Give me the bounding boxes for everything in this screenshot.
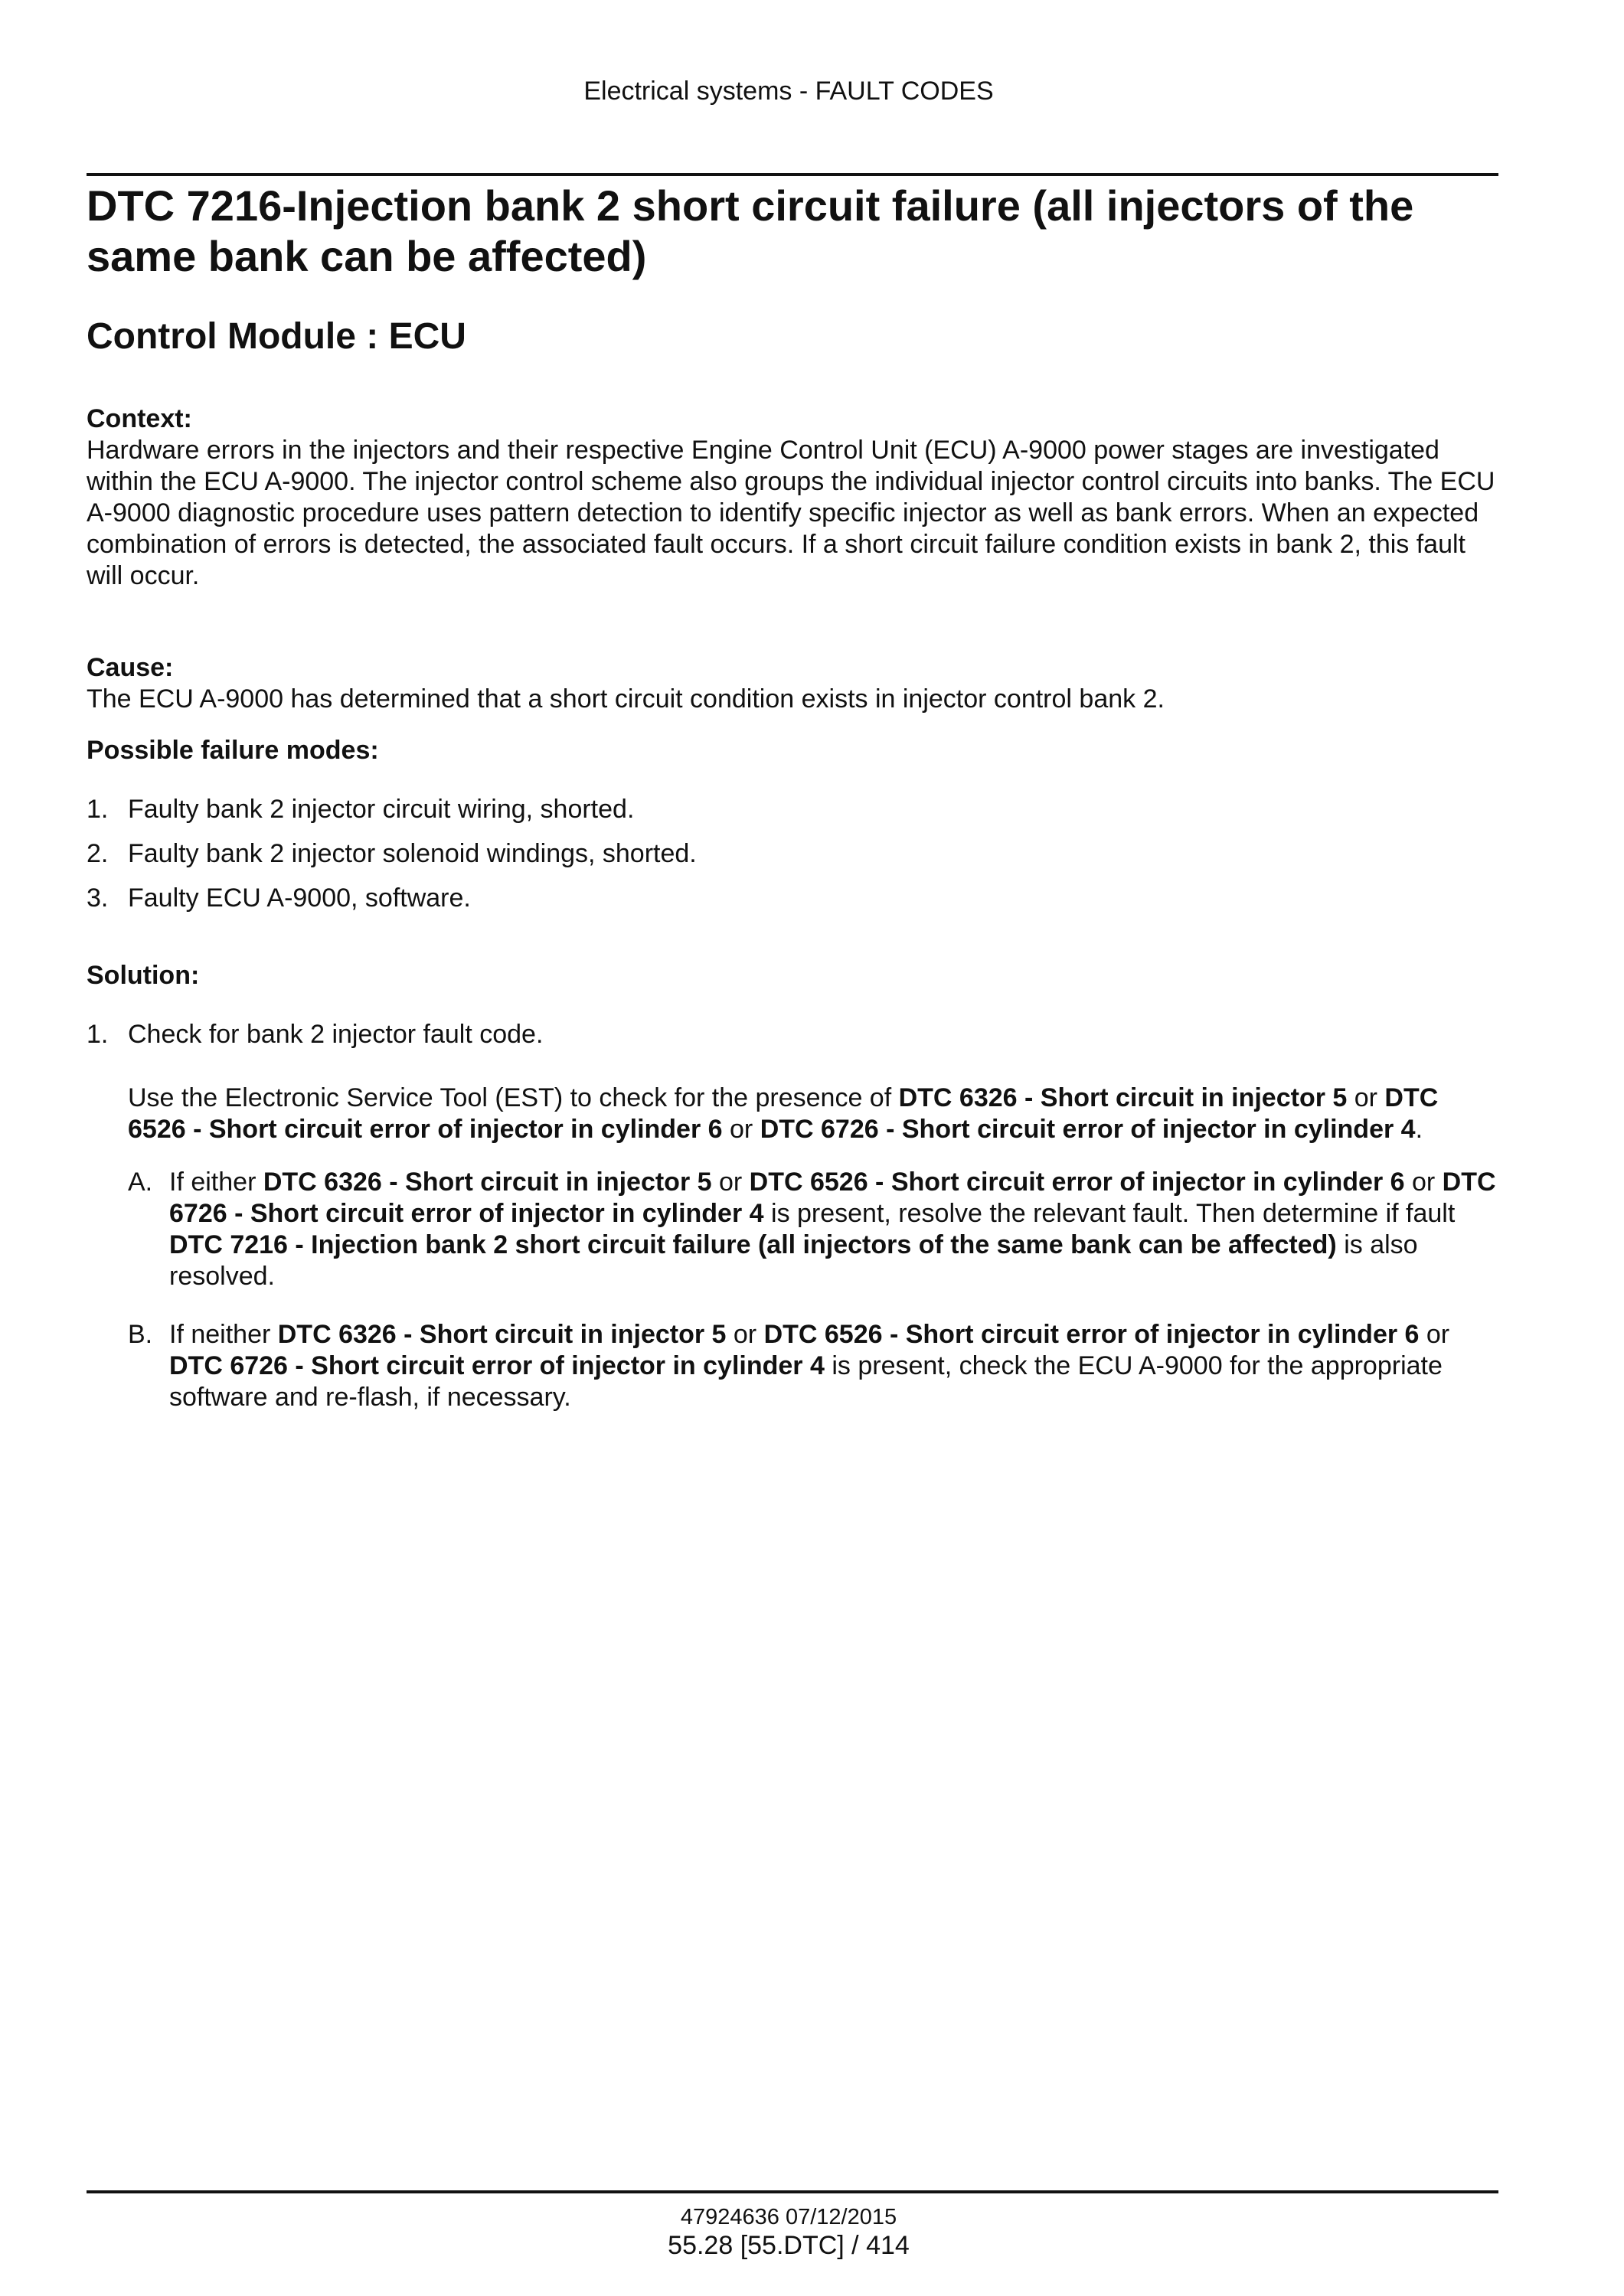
failure-modes-list [87,794,1498,914]
sub-step-marker: A. [128,1168,153,1197]
instruction-text: . [1415,1115,1423,1144]
list-item [87,794,1498,825]
sub-step-a [128,1167,1498,1292]
sub-step-b [128,1319,1498,1413]
dtc-reference: DTC 6526 - Short circuit error of injector in cylinder 6 [128,1083,1439,1144]
list-item [87,883,1498,914]
dtc-reference: DTC 6726 - Short circuit error of injector in cylinder 4 [169,1168,1496,1228]
list-item-text: Faulty bank 2 injector solenoid windings, shorted. [128,839,697,868]
context-text: Hardware errors in the injectors and their respective Engine Control Unit (ECU) A-9000 power stages are investigated within the ECU A-9000. The injector control scheme also groups the individual injector control circuits into banks. The ECU A-9000 diagnostic procedure uses pattern detection to identify specific injector as well as bank errors. When an expected combination of errors is detected, the associated fault occurs. If a short circuit failure condition exists in bank 2, this fault will occur. [87,436,1495,590]
instruction-text: or [711,1168,750,1197]
dtc-reference: DTC 6526 - Short circuit error of injector in cylinder 6 [763,1320,1420,1349]
dtc-reference: DTC 7216 - Injection bank 2 short circuit failure (all injectors of the same bank can be affected) [169,1230,1337,1259]
footer-divider [87,2190,1498,2193]
instruction-text: is also resolved. [169,1230,1418,1291]
step-instructions [87,1083,1498,1145]
instruction-text: or [726,1320,764,1349]
dtc-reference: DTC 6726 - Short circuit error of injector in cylinder 4 [760,1115,1416,1144]
list-item [87,838,1498,870]
list-item-text: Faulty bank 2 injector circuit wiring, shorted. [128,795,635,824]
sub-step-marker: B. [128,1320,153,1349]
list-item-text: Faulty ECU A-9000, software. [128,883,471,913]
instruction-text: is present, check the ECU A-9000 for the appropriate software and re-flash, if necessary. [169,1351,1443,1412]
failure-modes-label: Possible failure modes: [87,736,379,765]
sub-step-text [169,1319,1498,1413]
context-label: Context: [87,404,192,433]
instruction-text: or [1347,1083,1385,1112]
solution-label: Solution: [87,961,200,990]
header-divider [87,173,1498,176]
solution-section [87,960,1498,1440]
instruction-text: If neither [169,1320,278,1349]
list-number: 2. [87,839,109,868]
dtc-reference: DTC 6726 - Short circuit error of injector in cylinder 4 [169,1351,825,1380]
context-section [87,403,1498,592]
running-header: Electrical systems - FAULT CODES [583,77,994,106]
document-id: 47924636 07/12/2015 [680,2205,897,2229]
cause-label: Cause: [87,653,174,682]
instruction-text: is present, resolve the relevant fault. Then determine if fault [763,1199,1456,1228]
dtc-reference: DTC 6326 - Short circuit in injector 5 [263,1168,712,1197]
failure-modes-section [87,735,1498,914]
instruction-text: Use the Electronic Service Tool (EST) to check for the presence of [128,1083,899,1112]
dtc-reference: DTC 6526 - Short circuit error of injector in cylinder 6 [749,1168,1405,1197]
cause-section [87,652,1498,715]
list-number: 1. [87,795,109,824]
dtc-reference: DTC 6326 - Short circuit in injector 5 [277,1320,727,1349]
dtc-reference: DTC 6326 - Short circuit in injector 5 [898,1083,1348,1112]
cause-text: The ECU A-9000 has determined that a short circuit condition exists in injector control bank 2. [87,684,1165,714]
solution-steps [87,1019,1498,1050]
solution-step [87,1019,1498,1050]
instruction-text: or [1404,1168,1443,1197]
instruction-text: or [722,1115,760,1144]
instruction-text: or [1419,1320,1450,1349]
page-number: 55.28 [55.DTC] / 414 [668,2231,910,2260]
list-number: 3. [87,883,109,913]
instruction-text: If either [169,1168,263,1197]
dtc-title: DTC 7216-Injection bank 2 short circuit failure (all injectors of the same bank can be affected) [87,181,1414,280]
sub-step-text [169,1167,1498,1292]
control-module-heading: Control Module : ECU [87,316,466,357]
step-number: 1. [87,1020,109,1049]
sub-steps-list [87,1167,1498,1413]
step-text: Check for bank 2 injector fault code. [128,1020,544,1049]
